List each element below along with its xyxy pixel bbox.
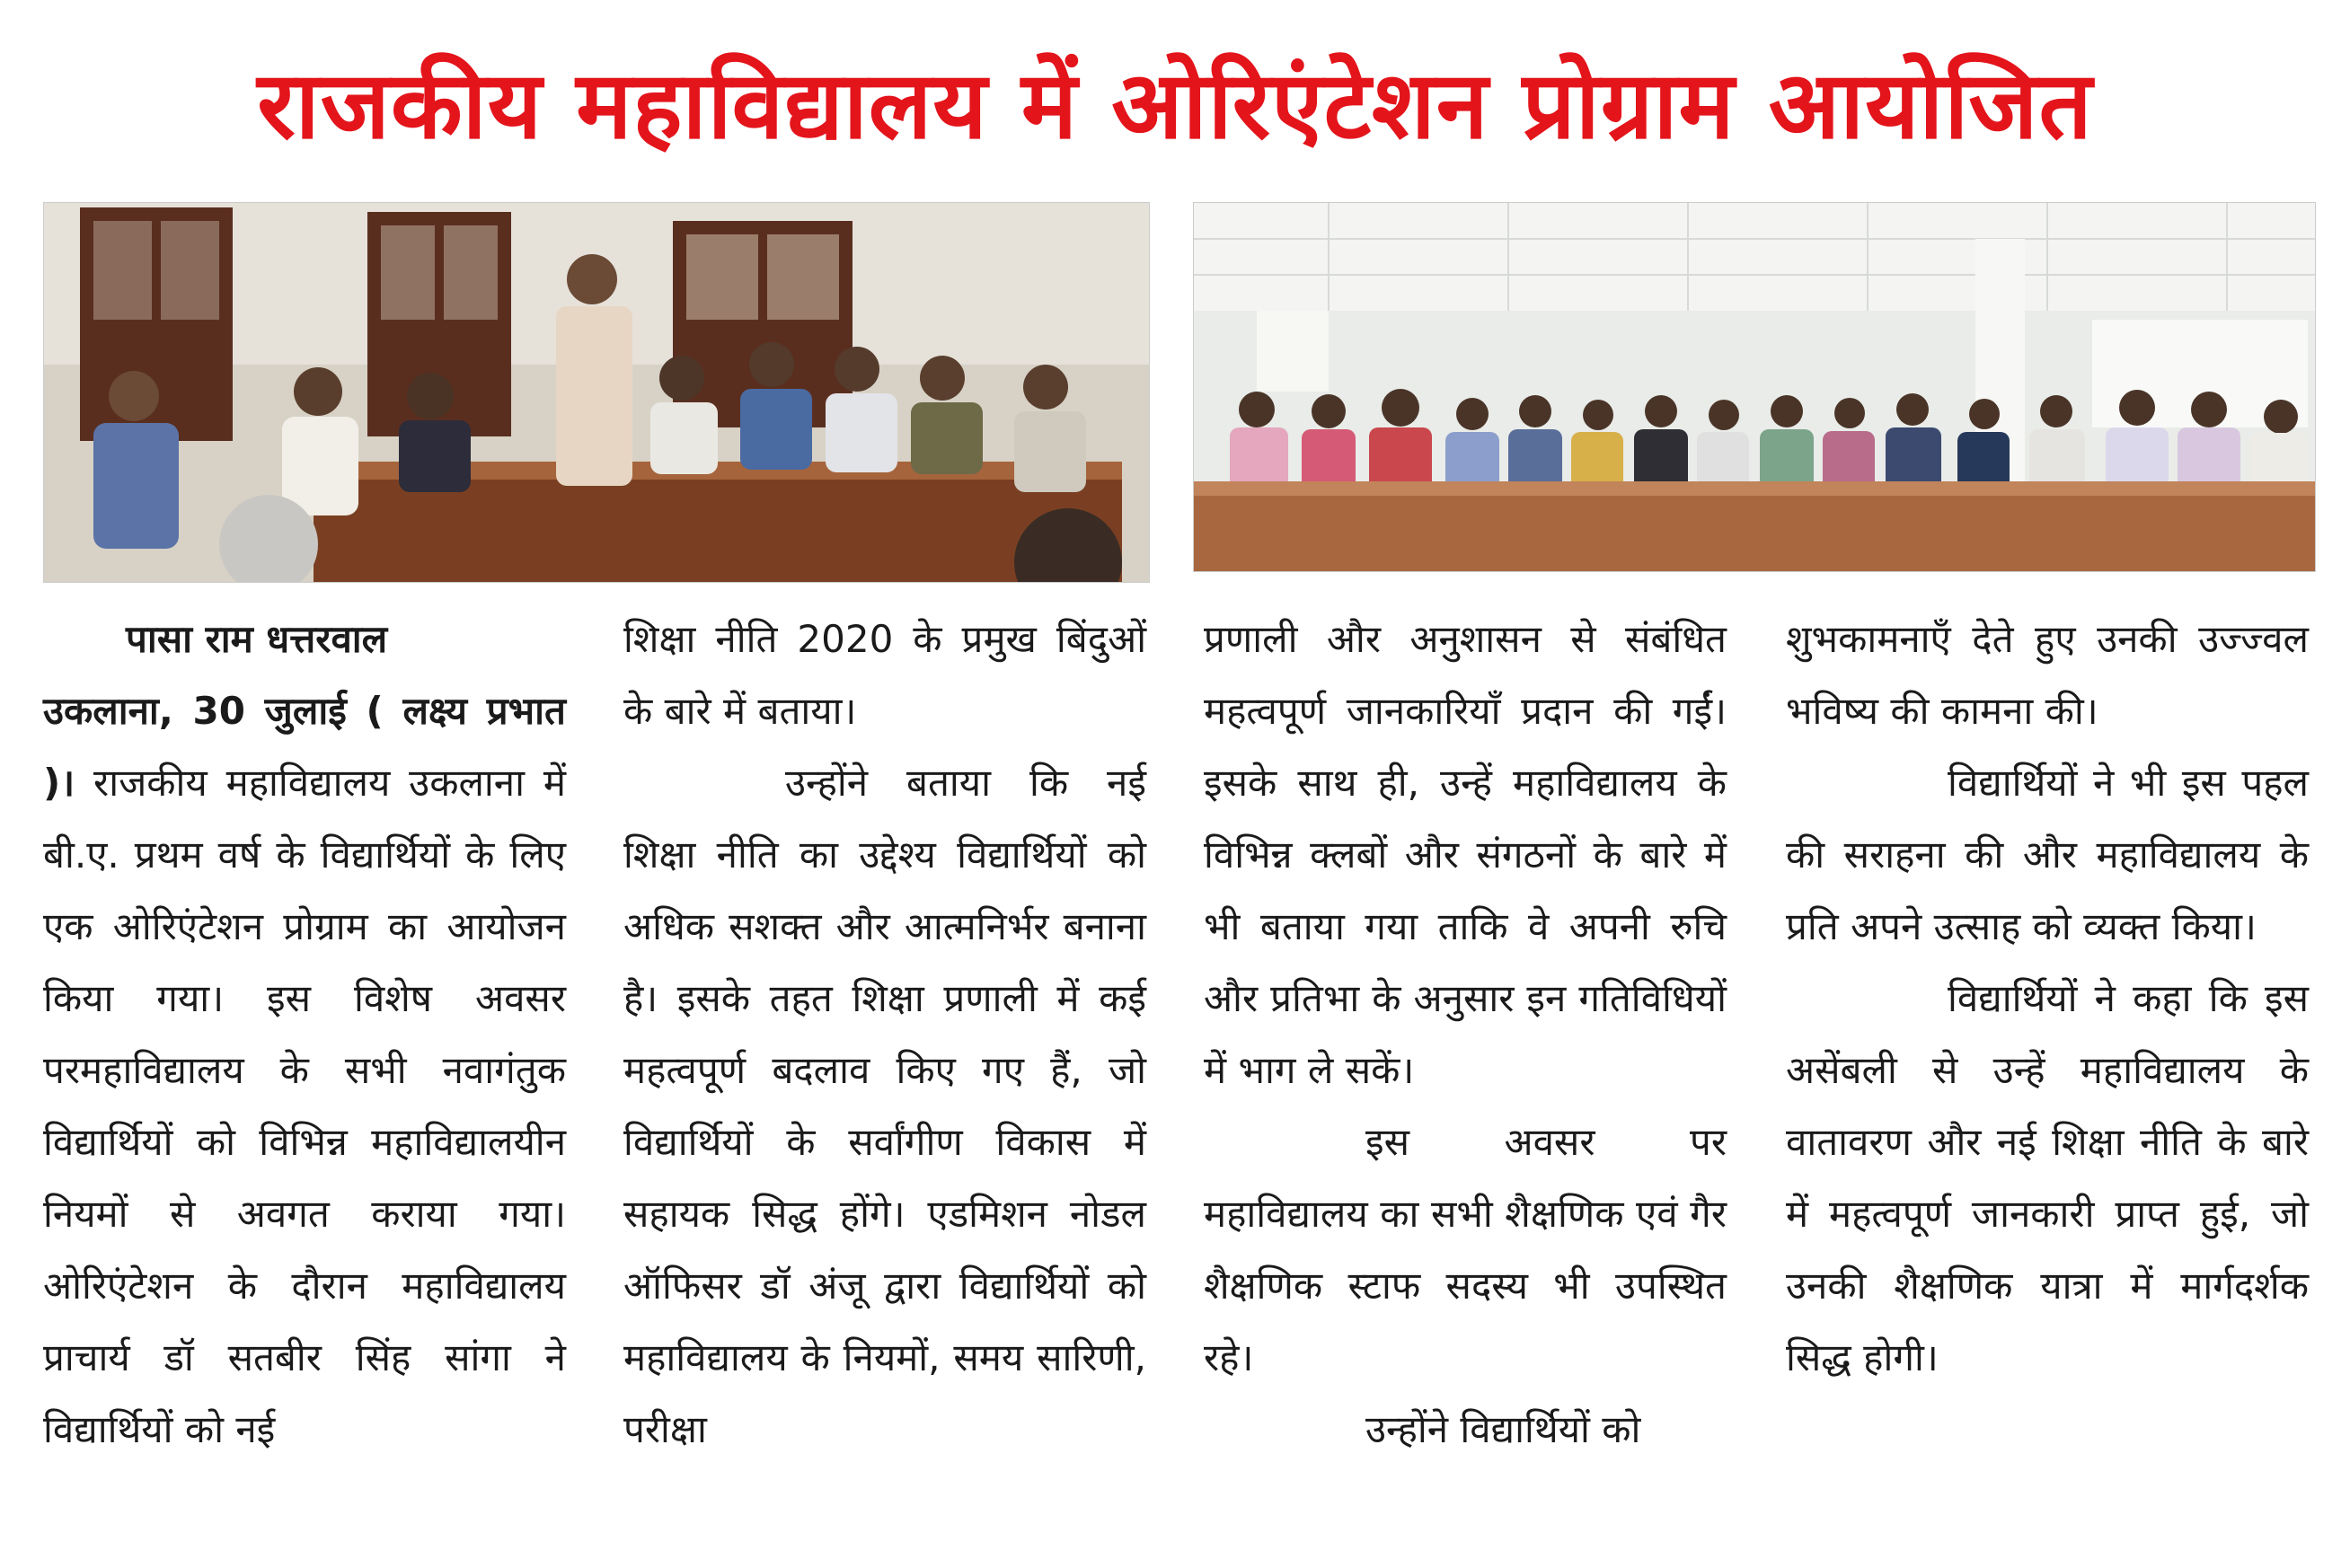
article-column-2 [623, 603, 1146, 1466]
byline-name: पासा राम धत्तरवाल [126, 617, 388, 661]
students-photo [1193, 202, 2316, 572]
article-paragraph: विद्यार्थियों ने कहा कि इस असेंबली से उन्हें महाविद्यालय के वातावरण और नई शिक्षा नीति के बारे में महत्वपूर्ण जानकारी प्राप्त हुई, जो उनकी शैक्षणिक यात्रा में मार्गदर्शक सिद्ध होगी। [1786, 976, 2309, 1379]
article-paragraph: शुभकामनाएँ देते हुए उनकी उज्ज्वल भविष्य की कामना की। [1786, 617, 2309, 733]
article-column-3 [1204, 603, 1727, 1466]
article-column-1 [43, 603, 566, 1466]
article-paragraph: शिक्षा नीति 2020 के प्रमुख बिंदुओं के बारे में बताया। [623, 617, 1146, 733]
meeting-photo [43, 202, 1150, 583]
article-paragraph: राजकीय महाविद्यालय उकलाना में बी.ए. प्रथम वर्ष के विद्यार्थियों के लिए एक ओरिएंटेशन प्रोग्राम का आयोजन किया गया। इस विशेष अवसर परमहाविद्यालय के सभी नवागंतुक विद्यार्थियों को विभिन्न महाविद्यालयीन नियमों से अवगत कराया गया। ओरिएंटेशन के दौरान महाविद्यालय प्राचार्य डॉ सतबीर सिंह सांगा ने विद्यार्थियों को नई [43, 761, 566, 1451]
article-paragraph: उन्होंने विद्यार्थियों को [1365, 1407, 1641, 1451]
article-paragraph: उन्होंने बताया कि नई शिक्षा नीति का उद्देश्य विद्यार्थियों को अधिक सशक्त और आत्मनिर्भर बनाना है। इसके तहत शिक्षा प्रणाली में कई महत्वपूर्ण बदलाव किए गए हैं, जो विद्यार्थियों के सर्वांगीण विकास में सहायक सिद्ध होंगे। एडमिशन नोडल ऑफिसर डॉ अंजू द्वारा विद्यार्थियों को महाविद्यालय के नियमों, समय सारिणी, परीक्षा [623, 761, 1146, 1451]
article-column-4 [1786, 603, 2309, 1394]
article-paragraph: विद्यार्थियों ने भी इस पहल की सराहना की और महाविद्यालय के प्रति अपने उत्साह को व्यक्त किया। [1786, 761, 2309, 948]
article-paragraph: इस अवसर पर महाविद्यालय का सभी शैक्षणिक एवं गैर शैक्षणिक स्टाफ सदस्य भी उपस्थित रहे। [1204, 1120, 1727, 1379]
headline: राजकीय महाविद्यालय में ओरिएंटेशन प्रोग्राम आयोजित [257, 50, 2093, 160]
dateline: उकलाना, 30 जुलाई ( लक्ष्य प्रभात )। [43, 689, 566, 805]
article-paragraph: प्रणाली और अनुशासन से संबंधित महत्वपूर्ण जानकारियाँ प्रदान की गईं। इसके साथ ही, उन्हें महाविद्यालय के विभिन्न क्लबों और संगठनों के बारे में भी बताया गया ताकि वे अपनी रुचि और प्रतिभा के अनुसार इन गतिविधियों में भाग ले सकें। [1204, 617, 1727, 1092]
